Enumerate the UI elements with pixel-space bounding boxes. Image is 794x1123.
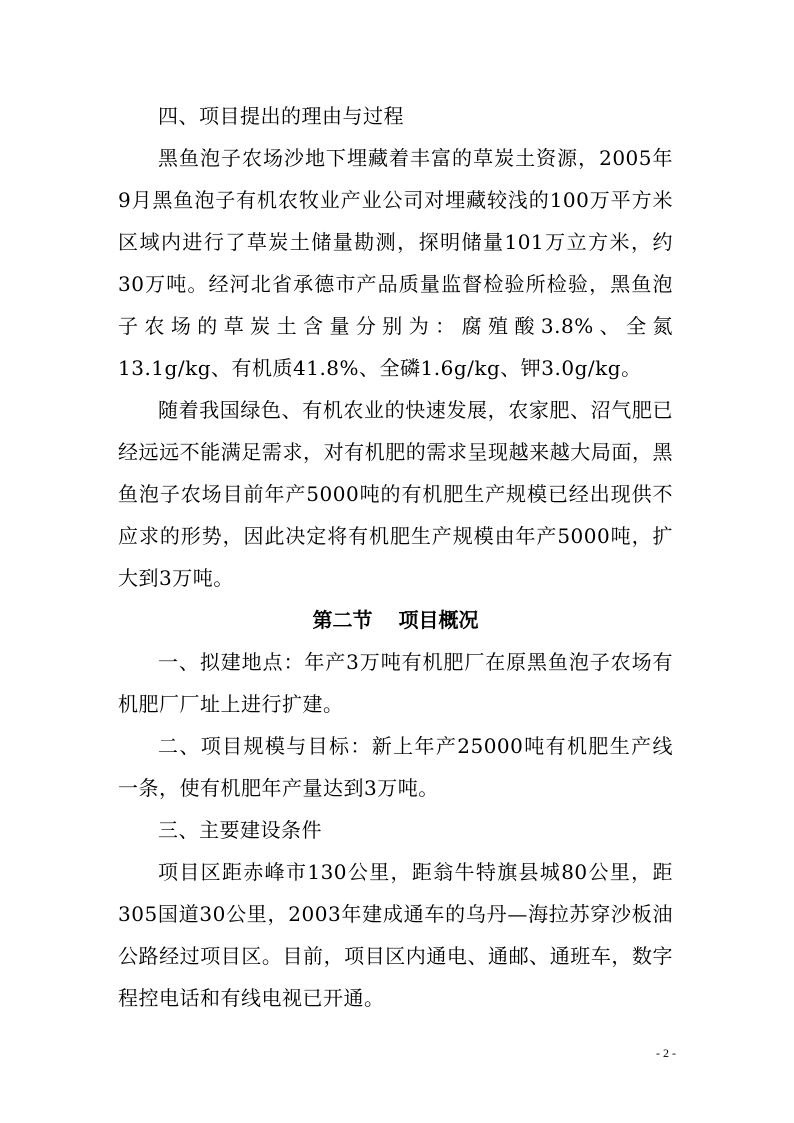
subheading-conditions: 三、主要建设条件 [158,818,322,842]
paragraph-conditions: 项目区距赤峰市130公里，距翁牛特旗县城80公里，距305国道30公里，2003年建成通车的乌丹—海拉苏穿沙板油公路经过项目区。目前，项目区内通电、通邮、通班车，数字程控电话和有线电视已开通。 [118,860,673,1010]
section-title: 项目概况 [398,608,479,632]
paragraph-scale: 二、项目规模与目标：新上年产25000吨有机肥生产线一条，使有机肥年产量达到3万吨。 [118,734,673,800]
subheading-reasons: 四、项目提出的理由与过程 [158,104,404,128]
section-number: 第二节 [312,608,373,632]
document-body [118,95,673,1019]
paragraph-peat-resources: 黑鱼泡子农场沙地下埋藏着丰富的草炭土资源，2005年9月黑鱼泡子有机农牧业产业公司对埋藏较浅的100万平方米区域内进行了草炭土储量勘测，探明储量101万立方米，约30万吨。经河北省承德市产品质量监督检验所检验，黑鱼泡子农场的草炭土含量分别为：腐殖酸3.8%、全氮13.1g/kg、有机质41.8%、全磷1.6g/kg、钾3.0g/kg。 [118,146,673,380]
page-number: - 2 - [656,1046,676,1060]
paragraph-location: 一、拟建地点：年产3万吨有机肥厂在原黑鱼泡子农场有机肥厂厂址上进行扩建。 [118,650,673,716]
section-heading [118,599,673,641]
paragraph-demand: 随着我国绿色、有机农业的快速发展，农家肥、沼气肥已经远远不能满足需求，对有机肥的需求呈现越来越大局面，黑鱼泡子农场目前年产5000吨的有机肥生产规模已经出现供不应求的形势，因此决定将有机肥生产规模由年产5000吨，扩大到3万吨。 [118,398,673,590]
